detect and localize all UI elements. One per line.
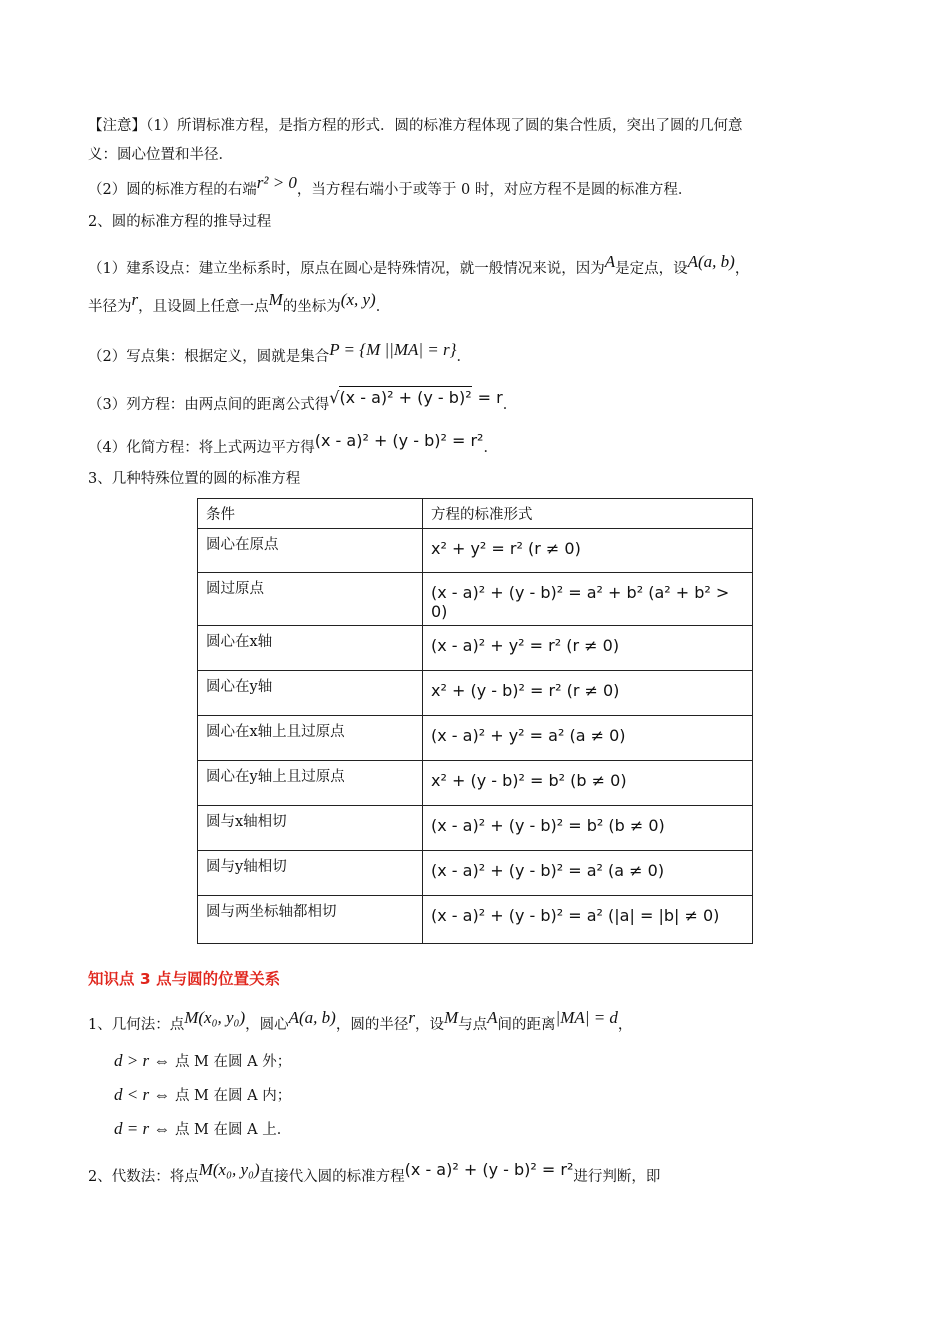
m1-math-A: A(a, b) <box>288 1008 336 1027</box>
sec2-step2 <box>88 340 471 367</box>
table-cell-cond: 圆心在y轴 <box>198 671 423 716</box>
m1-text-d: ，设 <box>414 1017 444 1033</box>
table-row <box>198 573 753 626</box>
sec2-step1-line2 <box>88 290 391 317</box>
kp3-method1 <box>88 1008 633 1035</box>
table-row <box>198 896 753 944</box>
m1-math-M2: M <box>443 1008 459 1027</box>
sec2-title: 2、圆的标准方程的推导过程 <box>88 214 272 230</box>
s4-text-a: （4）化简方程：将上式两边平方得 <box>88 440 315 456</box>
case2-lhs: d < r ⇔ <box>114 1085 171 1104</box>
s1-l2-b: ，且设圆上任意一点 <box>138 299 269 315</box>
m1-math-M: M(x₀, y₀) <box>184 1008 246 1027</box>
s1-math-xy: (x, y) <box>340 290 376 309</box>
table-cell-cond: 圆过原点 <box>198 573 423 626</box>
sec2-step4 <box>88 431 498 458</box>
case2-text: 点 M 在圆 A 内； <box>174 1088 292 1104</box>
s2-text-a: （2）写点集：根据定义，圆就是集合 <box>88 349 330 365</box>
table-cell-cond: 圆心在x轴上且过原点 <box>198 716 423 761</box>
m1-text-e: 与点 <box>458 1017 488 1033</box>
note-line-1: 【注意】（1）所谓标准方程，是指方程的形式．圆的标准方程体现了圆的集合性质，突出了圆的几何意 <box>88 118 743 134</box>
sqrt-sign: √ <box>329 388 340 407</box>
case1-lhs: d > r ⇔ <box>114 1051 171 1070</box>
s1-text-a: （1）建系设点：建立坐标系时，原点在圆心是特殊情况，就一般情况来说，因为 <box>88 261 605 277</box>
m1-text-b: ，圆心 <box>245 1017 289 1033</box>
s1-l2-c: 的坐标为 <box>282 299 341 315</box>
kp3-method2 <box>88 1160 661 1187</box>
s3-math-eq: = r <box>477 388 503 407</box>
s3-math-radicand: (x - a)² + (y - b)² <box>339 388 472 407</box>
m1-math-dist: |MA| = d <box>555 1008 618 1027</box>
s3-text-b: ． <box>502 397 518 413</box>
s1-text-b: 是定点，设 <box>615 261 688 277</box>
table-row <box>198 671 753 716</box>
table-cell-eq: (x - a)² + (y - b)² = a² + b² (a² + b² > 0) <box>423 573 753 626</box>
s1-l2-a: 半径为 <box>88 299 132 315</box>
m1-text-g: ， <box>617 1017 633 1033</box>
s2-math-set: P = {M ||MA| = r} <box>329 340 457 359</box>
s1-math-Aab: A(a, b) <box>687 252 735 271</box>
table-row <box>198 806 753 851</box>
m2-math-eq: (x - a)² + (y - b)² = r² <box>404 1160 574 1179</box>
kp3-case-inside <box>114 1085 291 1106</box>
table-cell-cond: 圆心在原点 <box>198 529 423 573</box>
case3-text: 点 M 在圆 A 上． <box>174 1122 292 1138</box>
kp3-case-outside <box>114 1051 291 1072</box>
m2-text-b: 直接代入圆的标准方程 <box>259 1169 405 1185</box>
sec3-title: 3、几种特殊位置的圆的标准方程 <box>88 471 301 487</box>
table-cell-eq: x² + (y - b)² = b² (b ≠ 0) <box>423 761 753 806</box>
table-header-cond: 条件 <box>198 499 423 529</box>
table-header-row <box>198 499 753 529</box>
table-cell-eq: (x - a)² + (y - b)² = b² (b ≠ 0) <box>423 806 753 851</box>
s1-math-A: A <box>604 252 616 271</box>
s1-l2-d: ． <box>375 299 391 315</box>
m1-math-A2: A <box>487 1008 498 1027</box>
s1-math-M: M <box>268 290 283 309</box>
table-row <box>198 851 753 896</box>
table-cell-eq: x² + y² = r² (r ≠ 0) <box>423 529 753 573</box>
note-line-3 <box>88 173 693 200</box>
m2-text-a: 2、代数法：将点 <box>88 1169 199 1185</box>
table-cell-eq: (x - a)² + (y - b)² = a² (a ≠ 0) <box>423 851 753 896</box>
case1-text: 点 M 在圆 A 外； <box>174 1054 292 1070</box>
table-cell-cond: 圆与x轴相切 <box>198 806 423 851</box>
table-cell-cond: 圆与两坐标轴都相切 <box>198 896 423 944</box>
table-row <box>198 529 753 573</box>
table-header-eq: 方程的标准形式 <box>423 499 753 529</box>
table-cell-cond: 圆与y轴相切 <box>198 851 423 896</box>
m1-text-c: ，圆的半径 <box>335 1017 409 1033</box>
note-p2-math: r² > 0 <box>256 173 297 192</box>
s2-text-b: ． <box>456 349 471 365</box>
note-p2-b: ，当方程右端小于或等于 0 时，对应方程不是圆的标准方程． <box>296 182 693 198</box>
m2-math-M: M(x₀, y₀) <box>198 1160 260 1179</box>
table-row <box>198 626 753 671</box>
table-cell-eq: (x - a)² + y² = a² (a ≠ 0) <box>423 716 753 761</box>
s1-math-r: r <box>131 290 139 309</box>
m2-text-c: 进行判断，即 <box>573 1169 661 1185</box>
table-row <box>198 761 753 806</box>
note-p2-a: （2）圆的标准方程的右端 <box>88 182 257 198</box>
m1-text-f: 间的距离 <box>497 1017 556 1033</box>
note-line-2: 义：圆心位置和半径． <box>88 147 233 163</box>
table-cell-eq: x² + (y - b)² = r² (r ≠ 0) <box>423 671 753 716</box>
table-row <box>198 716 753 761</box>
s4-math: (x - a)² + (y - b)² = r² <box>314 431 484 450</box>
case3-lhs: d = r ⇔ <box>114 1119 171 1138</box>
kp3-heading: 知识点 3 点与圆的位置关系 <box>88 970 281 988</box>
m1-math-r: r <box>408 1008 415 1027</box>
sec2-step3 <box>88 388 518 415</box>
m1-text-a: 1、几何法：点 <box>88 1017 185 1033</box>
special-circles-table <box>197 498 753 944</box>
table-cell-eq: (x - a)² + y² = r² (r ≠ 0) <box>423 626 753 671</box>
s1-text-c: ， <box>734 261 750 277</box>
table-cell-eq: (x - a)² + (y - b)² = a² (|a| = |b| ≠ 0) <box>423 896 753 944</box>
sec2-step1-line1 <box>88 252 750 279</box>
kp3-case-on <box>114 1119 291 1140</box>
s4-text-b: ． <box>483 440 498 456</box>
table-cell-cond: 圆心在y轴上且过原点 <box>198 761 423 806</box>
s3-text-a: （3）列方程：由两点间的距离公式得 <box>88 397 330 413</box>
table-cell-cond: 圆心在x轴 <box>198 626 423 671</box>
